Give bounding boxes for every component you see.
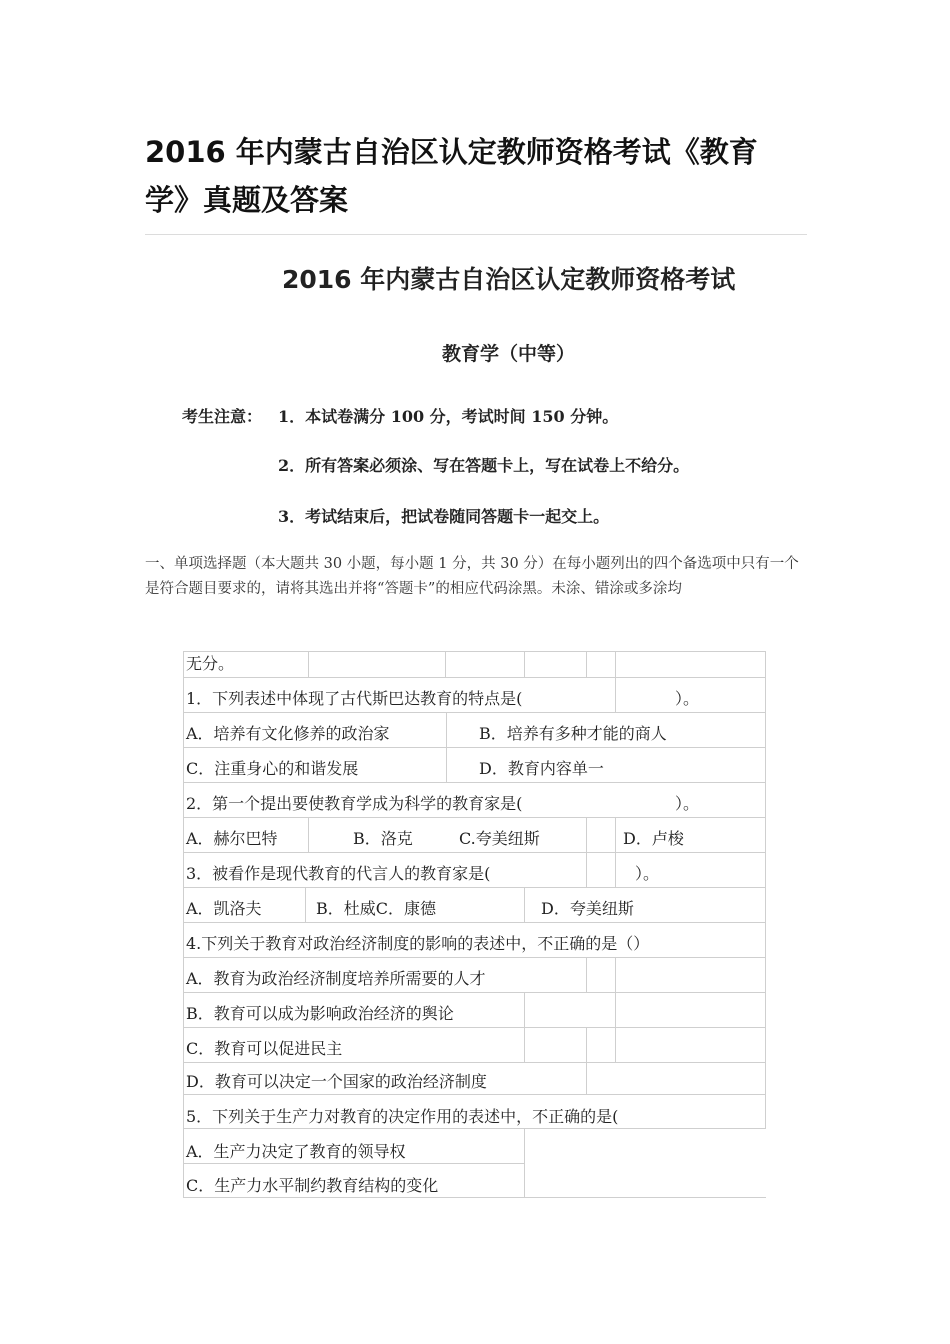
page-title: 2016 年内蒙古自治区认定教师资格考试《教育学》真题及答案: [145, 135, 758, 217]
notice-label: 考生注意：: [182, 407, 263, 426]
question-1-option-c: C．注重身心的和谐发展: [186, 759, 359, 778]
section-instructions: 一、单项选择题（本大题共 30 小题，每小题 1 分，共 30 分）在每小题列出的四个备选项中只有一个是符合题目要求的，请将其选出并将“答题卡”的相应代码涂黑。未涂、错涂或多涂均: [145, 556, 799, 597]
question-2-option-b: B．洛克: [353, 829, 413, 848]
question-2-option-a: A．赫尔巴特: [186, 829, 278, 848]
question-4-option-d: D．教育可以决定一个国家的政治经济制度: [186, 1072, 487, 1091]
notice-item-1: 1．本试卷满分 100 分，考试时间 150 分钟。: [278, 407, 619, 426]
question-1-option-b: B．培养有多种才能的商人: [479, 724, 667, 743]
question-5-stem: 5．下列关于生产力对教育的决定作用的表述中，不正确的是(: [186, 1107, 619, 1126]
question-1-option-a: A．培养有文化修养的政治家: [186, 724, 390, 743]
question-5-option-a: A．生产力决定了教育的领导权: [186, 1142, 406, 1161]
question-1-stem: 1．下列表述中体现了古代斯巴达教育的特点是(: [186, 689, 523, 708]
question-4-option-b: B．教育可以成为影响政治经济的舆论: [186, 1004, 454, 1023]
table-row: 无分。: [186, 654, 235, 673]
title-divider: [145, 234, 807, 235]
exam-subtitle: 教育学（中等）: [442, 343, 576, 365]
question-3-option-bc: B．杜威C．康德: [316, 899, 437, 918]
question-1-option-d: D．教育内容单一: [479, 759, 604, 778]
question-4-stem: 4.下列关于教育对政治经济制度的影响的表述中，不正确的是（）: [186, 934, 650, 953]
question-4-option-c: C．教育可以促进民主: [186, 1039, 343, 1058]
question-2-close: ）。: [675, 794, 700, 813]
notice-item-2: 2．所有答案必须涂、写在答题卡上，写在试卷上不给分。: [278, 456, 690, 475]
question-3-stem: 3．被看作是现代教育的代言人的教育家是(: [186, 864, 491, 883]
question-5-option-c: C．生产力水平制约教育结构的变化: [186, 1176, 439, 1195]
notice-item-3: 3．考试结束后，把试卷随同答题卡一起交上。: [278, 507, 610, 526]
question-1-close: ）。: [675, 689, 700, 708]
question-2-stem: 2．第一个提出要使教育学成为科学的教育家是(: [186, 794, 523, 813]
question-4-option-a: A．教育为政治经济制度培养所需要的人才: [186, 969, 486, 988]
exam-title: 2016 年内蒙古自治区认定教师资格考试: [282, 265, 736, 294]
question-3-option-a: A．凯洛夫: [186, 899, 262, 918]
question-2-option-d: D．卢梭: [623, 829, 684, 848]
question-3-close: ）。: [635, 864, 660, 883]
question-2-option-c: C.夸美纽斯: [459, 829, 540, 848]
question-3-option-d: D．夸美纽斯: [541, 899, 634, 918]
question-table: [183, 651, 766, 1198]
